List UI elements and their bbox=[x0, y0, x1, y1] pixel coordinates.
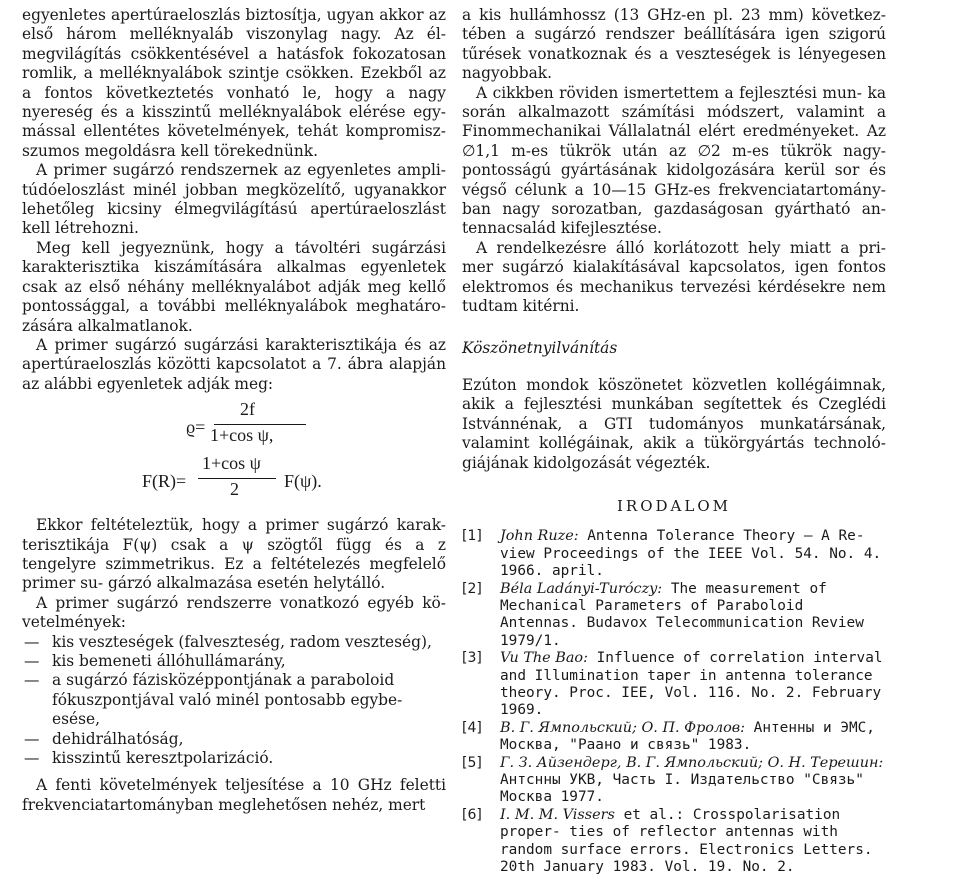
paragraph: Ekkor feltételeztük, hogy a primer sugárzó karak- terisztikája F(ψ) csak a ψ szögtől függ és a z tengelyre szimmetrikus. Ez a feltételezés megfelelő primer su- gárzó alkalmazása esetén helytálló. bbox=[22, 516, 446, 593]
reference-item: [2] Béla Ladányi-Turóczy: The measurement of Mechanical Parameters of Paraboloid Antennas. Budavox Telecommunication Review 1979/1. bbox=[462, 580, 864, 649]
rho-lhs: ϱ= bbox=[186, 417, 206, 438]
list-item: — kisszintű keresztpolarizáció. bbox=[24, 749, 274, 767]
dash-bullet: — bbox=[24, 651, 40, 670]
list-item: — kis veszteségek (falveszteség, radom veszteség), bbox=[24, 632, 432, 651]
acknowledgement-heading: Köszönetnyilvánítás bbox=[462, 338, 618, 357]
paragraph: A primer sugárzó rendszernek az egyenletes ampli- túdóeloszlást minél jobban megközelítő, ugyanakkor lehetőleg kicsiny élmegvilágítású apertúraeloszlást kell létrehozni. bbox=[22, 161, 446, 238]
list-item: — dehidrálhatóság, bbox=[24, 729, 184, 748]
list-item: — a sugárzó fázisközéppontjának a paraboloid fókuszpontjával való minél pontosabb egybe- esése, bbox=[24, 671, 403, 729]
reference-item: [1] John Ruze: Antenna Tolerance Theory — A Re- view Proceedings of the IEEE Vol. 54. No. 4. 1966. april. bbox=[462, 528, 882, 580]
paragraph: A rendelkezésre álló korlátozott hely miatt a pri- mer sugárzó kialakításával kapcsolatos, igen fontos elektromos és mechanikus tervezési kérdésekre nem tudtam kitérni. bbox=[462, 238, 886, 316]
f-psi-rhs: F(ψ). bbox=[284, 471, 322, 492]
reference-item: [4] В. Г. Ямпольский; О. П. Фролов: Антенны и ЭМС, Москва, "Раано и связь" 1983. bbox=[462, 719, 875, 754]
paragraph: Meg kell jegyeznünk, hogy a távoltéri sugárzási karakterisztika kiszámítására alkalmas egyenletek csak az első néhány melléknyalábot adják meg kellő pontossággal, a további melléknyalábok meghatáro- zására alkalmatlanok. bbox=[22, 238, 446, 335]
reference-item: [3] Vu The Bao: Influence of correlation interval and Illumination taper in antenna tolerance theory. Proc. IEE, Vol. 116. No. 2. February 1969. bbox=[462, 650, 883, 719]
reference-item: [6] I. M. M. Vissers et al.: Crosspolarisation proper- ties of reflector antennas with random surface errors. Electronics Letters. 20th January 1983. Vol. 19. No. 2. bbox=[462, 806, 873, 876]
references-heading: IRODALOM bbox=[617, 496, 731, 515]
paragraph: A primer sugárzó sugárzási karakterisztikája és az apertúraeloszlás közötti kapcsolatot a 7. ábra alapján az alábbi egyenletek adják meg: bbox=[22, 335, 446, 393]
paragraph: A fenti követelmények teljesítése a 10 GHz feletti frekvenciatartományban meglehetősen nehéz, mert bbox=[22, 776, 446, 814]
paragraph: egyenletes apertúraeloszlás biztosítja, ugyan akkor az első három melléknyaláb viszonylag nagy. Az él- megvilágítás csökkentésével a hatásfok fokozatosan romlik, a melléknyalábok szintje csökken. Ezekből az a fontos következtetés vonható le, hogy a nagy nyereség és a kisszintű melléknyalábok elérése egy- mással ellentétes követelmények, tehát kompromisz- szumos megoldásra kell törekednünk. bbox=[22, 6, 446, 160]
paragraph: a kis hullámhossz (13 GHz-en pl. 23 mm) következ- tében a sugárzó rendszer beállítására igen szigorú tűrések vonatkoznak és a veszteségek is lényegesen nagyobbak. bbox=[462, 6, 886, 83]
fraction-1-denominator: 1+cos ψ, bbox=[210, 425, 274, 446]
reference-item: [5] Г. З. Айзендерг, В. Г. Ямпольский; О. Н. Терешин: Антснны УКВ, Часть I. Издательство "Связь" Москва 1977. bbox=[462, 754, 884, 806]
left-column bbox=[22, 6, 446, 815]
acknowledgement-text: Ezúton mondok köszönetet közvetlen kollégáimnak, akik a fejlesztési munkában segítettek és Czeglédi Istvánnénak, a GTI tudományos munkatársának, valamint kollégáinak, akik a tükörgyártás technoló- giájának kidolgozását végezték. bbox=[462, 375, 886, 472]
paragraph: A primer sugárzó rendszerre vonatkozó egyéb kö- vetelmények: bbox=[22, 593, 446, 632]
paragraph: A cikkben röviden ismertettem a fejlesztési mun- ka során alkalmazott számítási módszert, valamint a Finommechanikai Vállalatnál elért eredményeket. Az ∅1,1 m-es tükrök után az ∅2 m-es tükrök nagy- pontosságú gyártásának kidolgozására kerül sor és végső célunk a 10—15 GHz-es frekvenciatartomány- ban nagy sorozatban, gazdaságosan gyártható an- tennacsalád kifejlesztése. bbox=[462, 83, 886, 238]
fraction-2-numerator: 1+cos ψ bbox=[202, 453, 261, 474]
right-column bbox=[462, 6, 886, 876]
dash-bullet: — bbox=[24, 632, 40, 651]
fraction-2-denominator: 2 bbox=[230, 479, 239, 500]
f-r-lhs: F(R)= bbox=[142, 471, 187, 492]
dash-bullet: — bbox=[24, 671, 40, 690]
equations bbox=[22, 398, 446, 516]
dash-bullet: — bbox=[24, 749, 40, 767]
list-item: — kis bemeneti állóhullámarány, bbox=[24, 651, 286, 670]
fraction-1-numerator: 2f bbox=[240, 399, 255, 420]
dash-bullet: — bbox=[24, 729, 40, 748]
requirements-list bbox=[22, 633, 446, 769]
